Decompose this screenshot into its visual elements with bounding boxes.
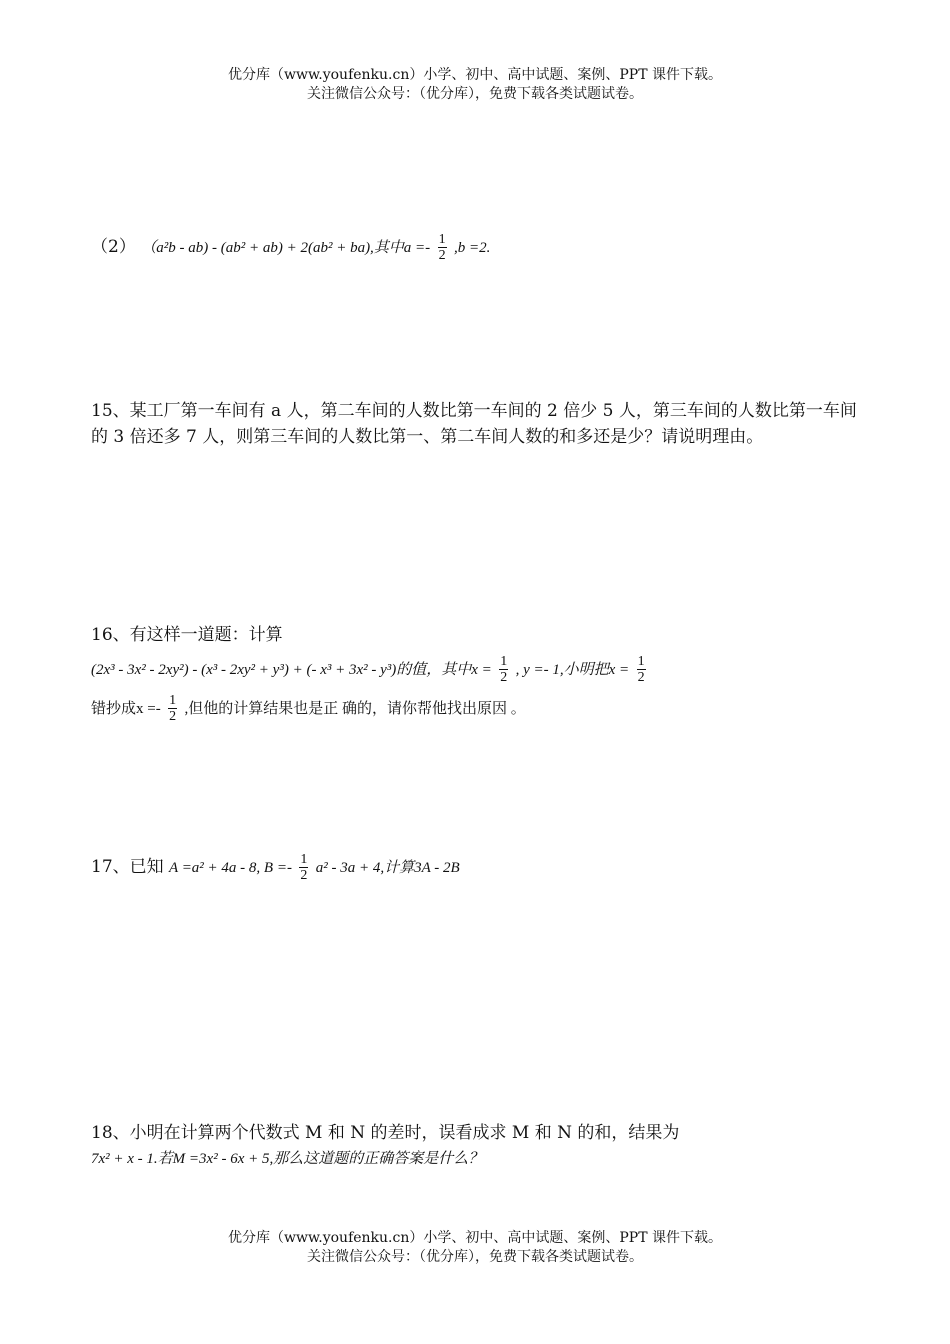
header-line-2: 关注微信公众号：（优分库），免费下载各类试题试卷。 bbox=[307, 86, 643, 102]
q16-wrong-prefix: 错抄成x =- bbox=[91, 701, 161, 717]
q18-text: 18、小明在计算两个代数式 M 和 N 的差时，误看成求 M 和 N 的和，结果为 bbox=[91, 1123, 680, 1143]
q18-expression: 7x² + x - 1.若M =3x² - 6x + 5,那么这道题的正确答案是什么？ bbox=[91, 1151, 484, 1167]
question-17 bbox=[91, 852, 871, 883]
q15-text: 15、某工厂第一车间有 a 人，第二车间的人数比第一车间的 2 倍少 5 人，第三车间的人数比第一车间的 3 倍还多 7 人，则第三车间的人数比第一、第二车间人数的和多还是少？请说明理由。 bbox=[91, 401, 857, 447]
q17-expression-b: a² - 3a + 4,计算3A - 2B bbox=[315, 860, 460, 876]
q16-frac-den-2: 2 bbox=[637, 670, 645, 685]
q16-fraction-x bbox=[499, 654, 508, 685]
q16-frac-num-3: 1 bbox=[169, 693, 177, 708]
q16-frac-num-1: 1 bbox=[500, 654, 508, 669]
q16-frac-num-2: 1 bbox=[637, 654, 645, 669]
header-line-1: 优分库（www.youfenku.cn）小学、初中、高中试题、案例、PPT 课件下载。 bbox=[227, 67, 722, 83]
q16-expression: (2x³ - 3x² - 2xy²) - (x³ - 2xy² + y³) + (- x³ + 3x² - y³)的值，其中x = bbox=[91, 662, 492, 678]
footer-line-1: 优分库（www.youfenku.cn）小学、初中、高中试题、案例、PPT 课件下载。 bbox=[227, 1230, 722, 1246]
q16-wrong-tail: ,但他的计算结果也是正 确的，请你帮他找出原因 。 bbox=[184, 701, 526, 717]
q14-2-fraction bbox=[438, 232, 447, 263]
q16-frac-den-3: 2 bbox=[169, 709, 177, 724]
q14-2-frac-num: 1 bbox=[438, 232, 446, 247]
q14-2-expression: （a²b - ab) - (ab² + ab) + 2(ab² + ba),其中a =- bbox=[141, 240, 431, 256]
q17-expression-a: A =a² + 4a - 8, B =- bbox=[169, 860, 292, 876]
q17-label: 17、已知 bbox=[91, 857, 164, 877]
q14-2-tail: ,b =2. bbox=[454, 240, 491, 256]
q14-2-frac-den: 2 bbox=[438, 248, 446, 263]
q16-fraction-wrong bbox=[168, 693, 177, 724]
question-16 bbox=[91, 622, 871, 724]
q17-fraction bbox=[299, 852, 308, 883]
question-18 bbox=[91, 1120, 871, 1172]
page-footer bbox=[0, 1229, 950, 1267]
page-header bbox=[0, 66, 950, 104]
q14-2-label: （2） bbox=[91, 237, 136, 257]
question-14-part-2 bbox=[91, 232, 871, 263]
q17-frac-den: 2 bbox=[300, 868, 308, 883]
q16-frac-den-1: 2 bbox=[500, 670, 508, 685]
q16-fraction-x2 bbox=[637, 654, 646, 685]
question-15 bbox=[91, 398, 871, 450]
footer-line-2: 关注微信公众号：（优分库），免费下载各类试题试卷。 bbox=[307, 1249, 643, 1265]
q16-mid: , y =- 1,小明把x = bbox=[515, 662, 630, 678]
q17-frac-num: 1 bbox=[300, 852, 308, 867]
q16-intro: 16、有这样一道题：计算 bbox=[91, 625, 283, 645]
